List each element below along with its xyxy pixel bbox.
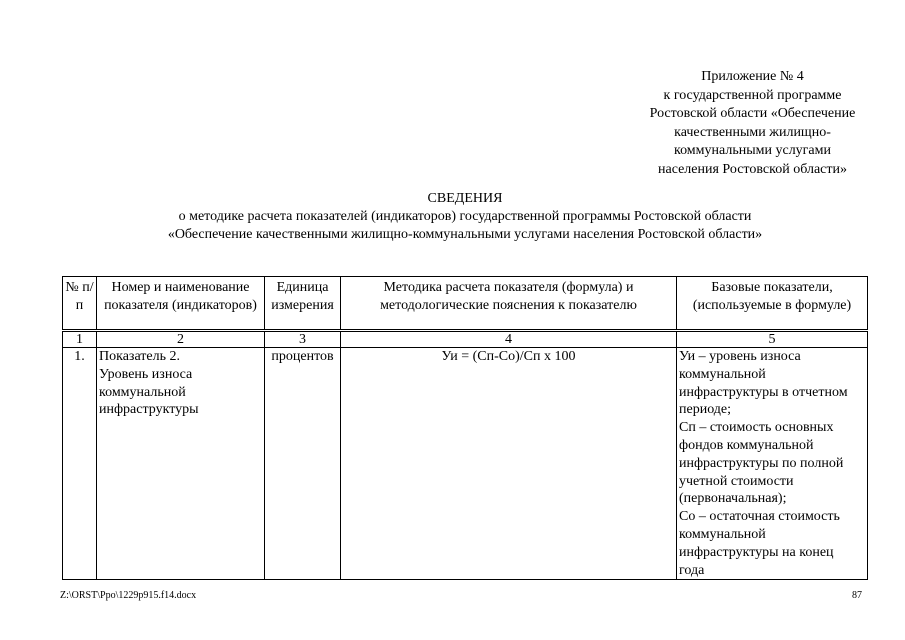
base-line: Уи – уровень износа [679, 349, 801, 364]
table-header-row [63, 277, 868, 331]
appendix-line: к государственной программе [663, 87, 842, 103]
header-indicator: Номер и наименование показателя (индикаторов) [97, 277, 265, 331]
base-line: Со – остаточная стоимость [679, 509, 840, 525]
appendix-line: коммунальными услугами [673, 143, 831, 158]
column-number: 5 [677, 331, 868, 348]
table-row [63, 348, 868, 580]
heading-line-1: о методике расчета показателей (индикаторов) государственной программы Ростовской области [178, 209, 752, 224]
column-number: 3 [265, 331, 341, 348]
row-formula: Уи = (Сп-Со)/Сп х 100 [341, 348, 677, 580]
row-number: 1. [63, 348, 97, 580]
column-numbers-row [63, 331, 868, 348]
appendix-block [630, 68, 875, 179]
base-line: коммунальной [679, 526, 766, 542]
header-number: № п/п [63, 277, 97, 331]
column-number: 2 [97, 331, 265, 348]
row-base-indicators [677, 348, 868, 580]
footer-file-path: Z:\ORST\Ppo\1229p915.f14.docx [60, 590, 197, 601]
base-line: Сп – стоимость основных [679, 420, 834, 436]
row-indicator [97, 348, 265, 580]
base-line: фондов коммунальной [679, 437, 814, 453]
base-line: года [679, 562, 705, 578]
column-number: 1 [63, 331, 97, 348]
base-line: инфраструктуры в отчетном [679, 384, 848, 400]
indicators-table [62, 276, 868, 580]
base-line: коммунальной [679, 366, 766, 382]
indicator-line: Уровень износа [99, 366, 193, 382]
indicator-line: Показатель 2. [99, 349, 180, 364]
column-number: 4 [341, 331, 677, 348]
heading-title: СВЕДЕНИЯ [427, 191, 503, 206]
appendix-line: качественными жилищно- [674, 124, 831, 140]
base-line: инфраструктуры на конец [679, 544, 834, 560]
row-unit: процентов [265, 348, 341, 580]
document-heading [60, 190, 870, 244]
base-line: учетной стоимости [679, 473, 794, 489]
indicator-line: инфраструктуры [99, 402, 199, 418]
appendix-line: населения Ростовской области» [658, 161, 847, 177]
base-line: инфраструктуры по полной [679, 455, 844, 471]
footer-page-number: 87 [852, 590, 862, 601]
base-line: периоде; [679, 402, 732, 418]
header-base-indicators: Базовые показатели, (используемые в формуле) [677, 277, 868, 331]
indicator-line: коммунальной [99, 384, 186, 400]
appendix-line: Приложение № 4 [701, 69, 804, 84]
base-line: (первоначальная); [679, 491, 787, 507]
appendix-line: Ростовской области «Обеспечение [649, 106, 856, 121]
header-methodology: Методика расчета показателя (формула) и методологические пояснения к показателю [341, 277, 677, 331]
header-unit: Единица измерения [265, 277, 341, 331]
heading-line-2: «Обеспечение качественными жилищно-коммунальными услугами населения Ростовской области» [167, 227, 763, 242]
